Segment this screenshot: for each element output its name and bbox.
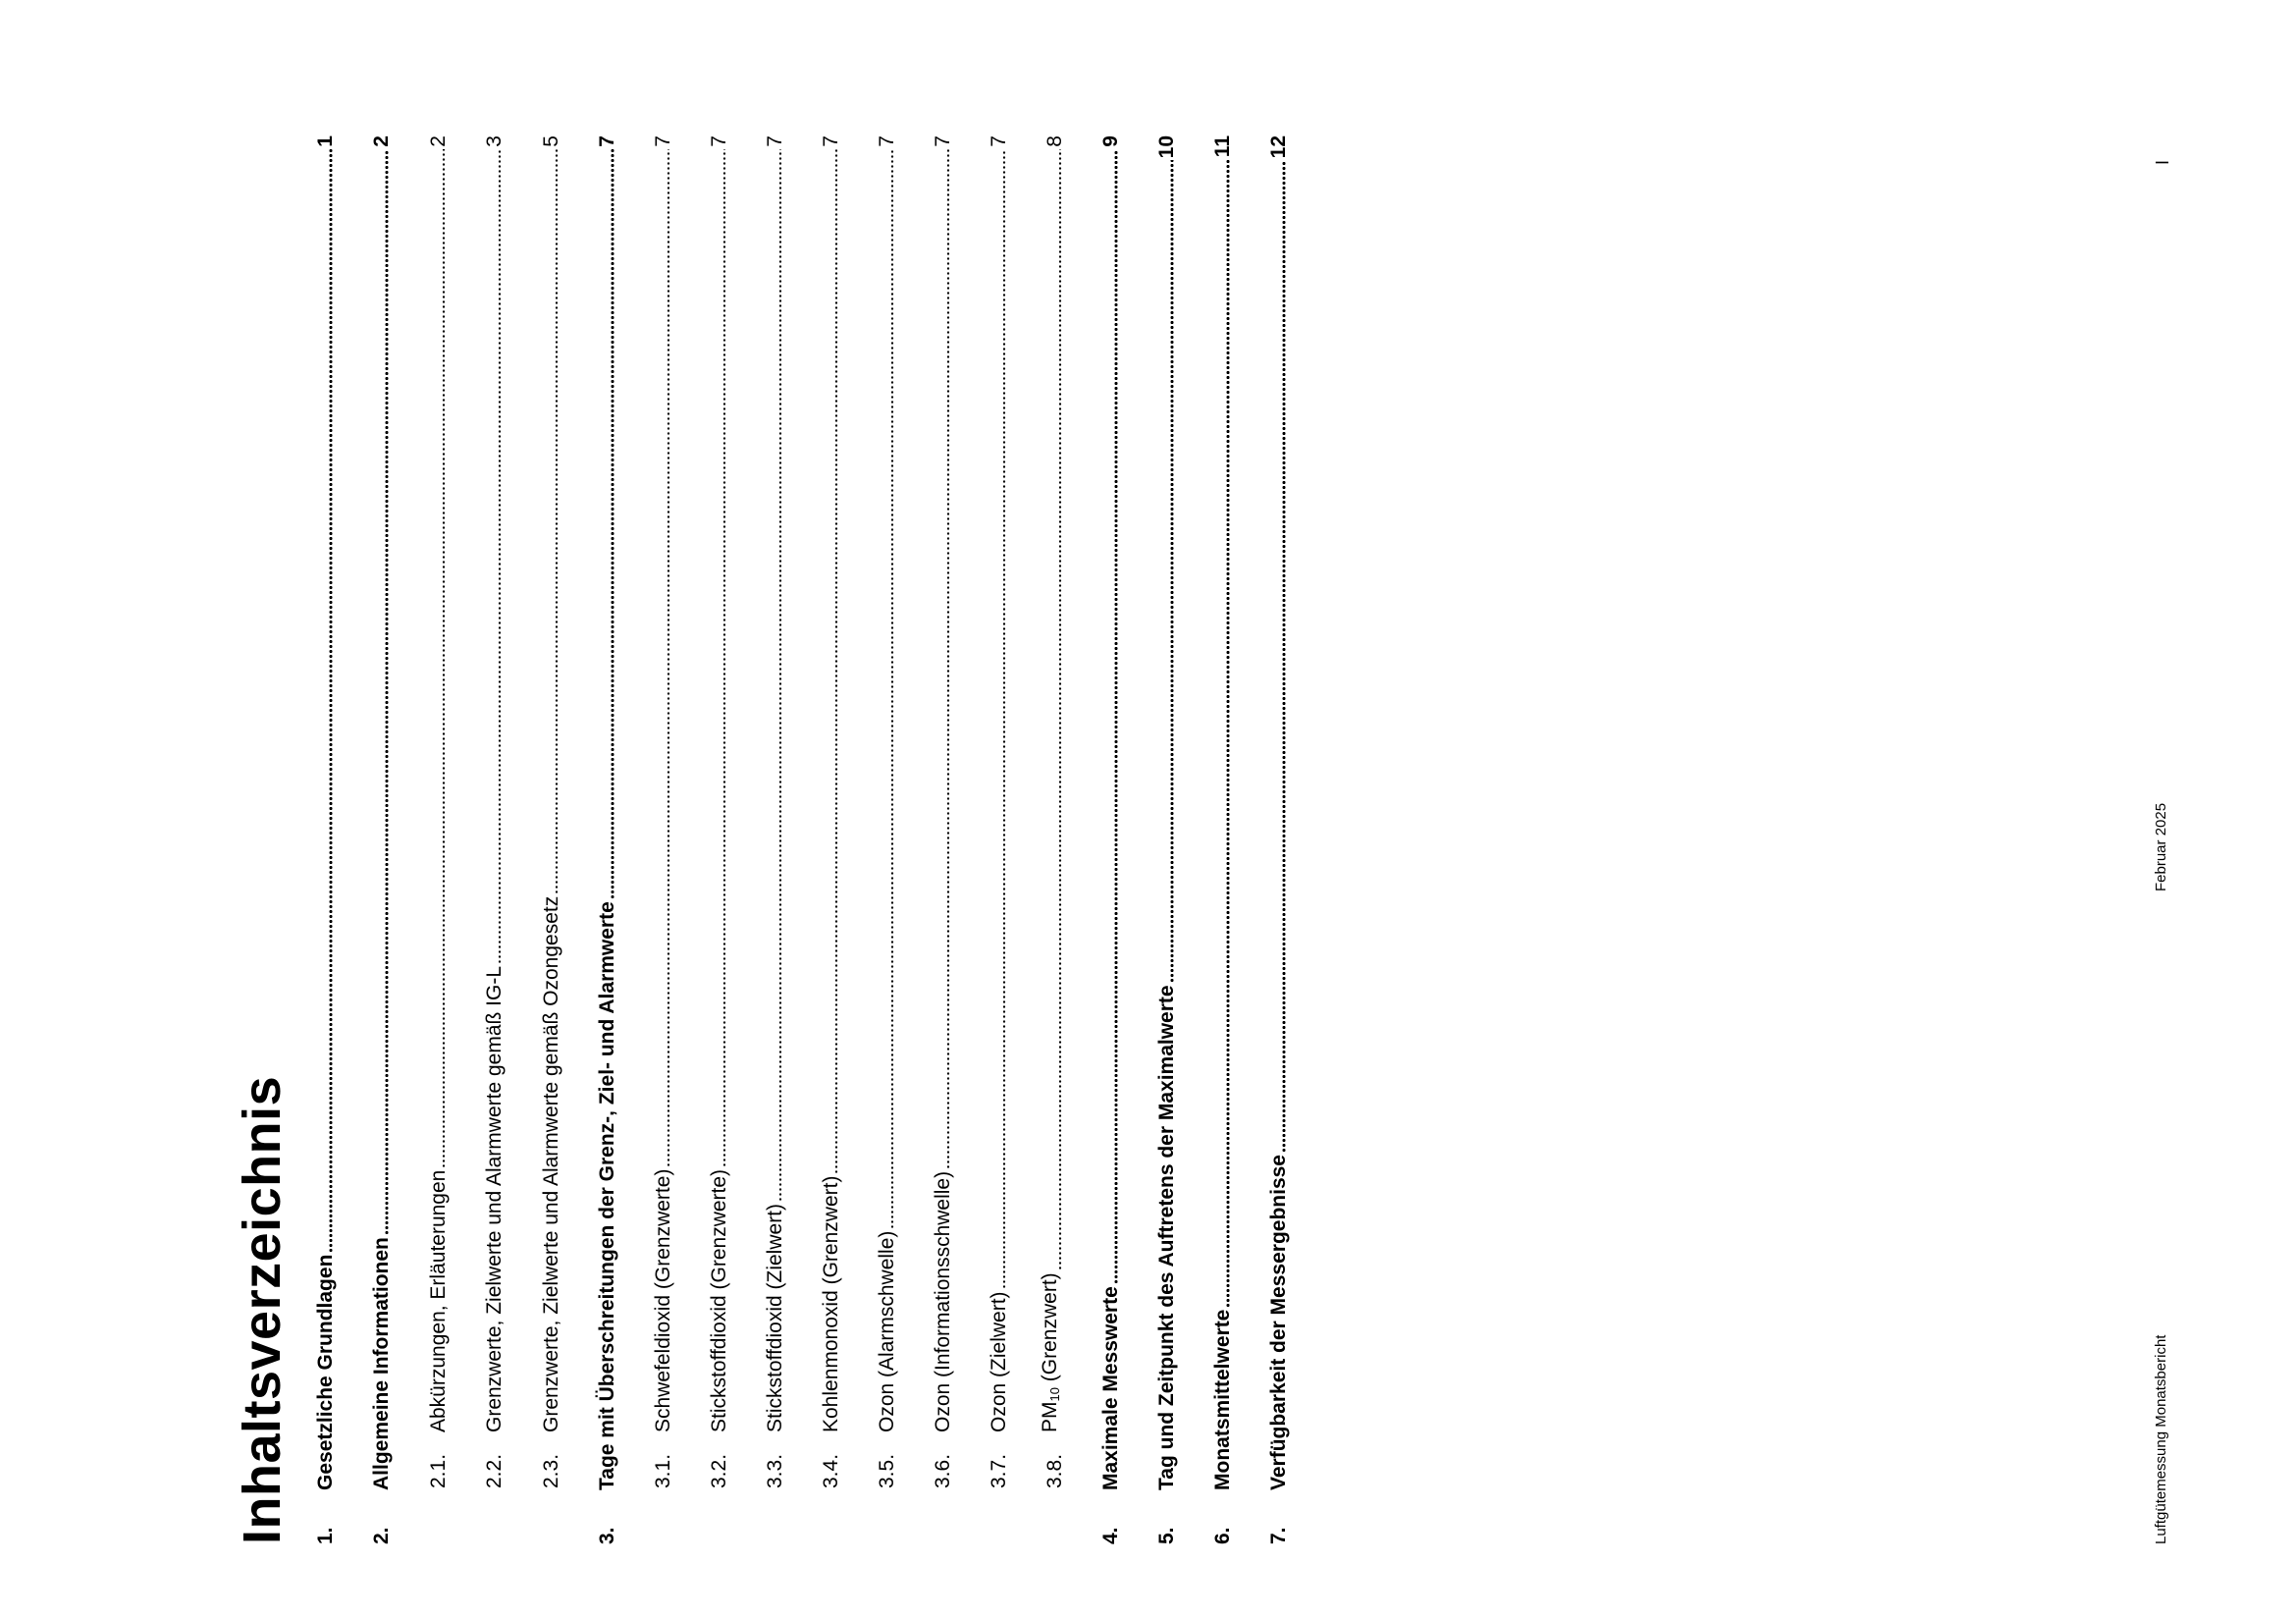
toc-entry-label: Tage mit Überschreitungen der Grenz-, Ziel- und Alarmwerte	[596, 901, 618, 1490]
dot-leader	[1226, 159, 1230, 1307]
toc-entry[interactable]	[535, 135, 564, 1544]
toc-entry-number: 2.3.	[540, 1453, 562, 1488]
toc-entry-page: 8	[1043, 135, 1066, 147]
toc-entry[interactable]	[422, 135, 452, 1544]
toc-title: Inhaltsverzeichnis	[233, 1075, 292, 1544]
label-subscript: 10	[1047, 1387, 1062, 1402]
toc-entry-label: Stickstoffdioxid (Zielwert)	[764, 1203, 786, 1432]
toc-entry-label: Maximale Messwerte	[1099, 1286, 1122, 1490]
toc-entry-number: 3.3.	[764, 1453, 786, 1488]
toc-entry[interactable]	[983, 135, 1012, 1544]
dot-leader	[1114, 149, 1118, 1284]
toc-entry-page: 7	[988, 135, 1010, 147]
footer-report-title: Luftgütemessung Monatsbericht	[2153, 1334, 2169, 1544]
toc-entry[interactable]	[647, 135, 676, 1544]
toc-entry[interactable]	[1039, 135, 1068, 1544]
toc-entry-label: Schwefeldioxid (Grenzwerte)	[652, 1168, 674, 1432]
dot-leader	[890, 149, 894, 1229]
footer-page-number: I	[2153, 159, 2172, 165]
toc-entry-number: 2.2.	[483, 1453, 506, 1488]
label-main: PM	[1039, 1401, 1061, 1432]
toc-entry-number: 4.	[1099, 1527, 1122, 1544]
toc-entry-page: 7	[652, 135, 674, 147]
toc-entry-number: 2.1.	[427, 1453, 450, 1488]
toc-entry-number: 3.	[596, 1527, 618, 1544]
toc-entry-page: 7	[932, 135, 954, 147]
toc-entry-label: Ozon (Zielwert)	[988, 1291, 1010, 1432]
toc-entry-number: 3.7.	[988, 1453, 1010, 1488]
toc-entry-page: 10	[1155, 135, 1178, 159]
toc-entry-label: Verfügbarkeit der Messergebnisse	[1267, 1155, 1290, 1490]
toc-entry-label: Stickstoffdioxid (Grenzwerte)	[708, 1168, 730, 1432]
dot-leader	[1170, 160, 1174, 983]
toc-entry-number: 5.	[1155, 1527, 1178, 1544]
toc-entry[interactable]	[871, 135, 900, 1544]
toc-entry-page: 1	[314, 135, 337, 147]
toc-entry[interactable]	[1262, 135, 1292, 1544]
dot-leader	[1002, 149, 1006, 1289]
toc-entry-number: 3.6.	[932, 1453, 954, 1488]
toc-entry[interactable]	[365, 135, 395, 1544]
footer-date: Februar 2025	[2153, 802, 2169, 891]
toc-entry-number: 3.5.	[876, 1453, 898, 1488]
toc-entry[interactable]	[927, 135, 956, 1544]
toc-entry[interactable]	[1095, 135, 1124, 1544]
toc-entry-number: 3.8.	[1043, 1453, 1066, 1488]
dot-leader	[329, 149, 333, 1253]
toc-entry-label: Tag und Zeitpunkt des Auftretens der Maximalwerte	[1155, 985, 1178, 1490]
toc-entry-number: 1.	[314, 1527, 337, 1544]
toc-entry-label: Ozon (Alarmschwelle)	[876, 1230, 898, 1432]
toc-entry-number: 3.4.	[820, 1453, 842, 1488]
toc-entry[interactable]	[759, 135, 788, 1544]
toc-entry-label: Kohlenmonoxid (Grenzwert)	[820, 1175, 842, 1432]
toc-entry-page: 2	[427, 135, 450, 147]
toc-entry-label	[1038, 1272, 1068, 1432]
toc-entry-number: 2.	[370, 1527, 393, 1544]
toc-entry-page: 3	[483, 135, 506, 147]
dot-leader	[1282, 160, 1286, 1153]
toc-entry-page: 2	[370, 135, 393, 147]
toc-entry-label: Abkürzungen, Erläuterungen	[427, 1169, 450, 1432]
toc-entry[interactable]	[1150, 135, 1180, 1544]
toc-entry-label: Allgemeine Informationen	[370, 1237, 393, 1490]
dot-leader	[667, 149, 670, 1167]
dot-leader	[385, 149, 389, 1235]
dot-leader	[555, 149, 559, 894]
toc-entry-label: Grenzwerte, Zielwerte und Alarmwerte gemäß IG-L	[483, 965, 506, 1432]
toc-entry-page: 11	[1211, 135, 1234, 158]
toc-entry-page: 7	[596, 135, 618, 147]
dot-leader	[834, 149, 838, 1174]
toc-entry-label: Grenzwerte, Zielwerte und Alarmwerte gemäß Ozongesetz	[540, 895, 562, 1432]
toc-entry-page: 7	[820, 135, 842, 147]
toc-entry-page: 5	[540, 135, 562, 147]
dot-leader	[611, 149, 614, 899]
dot-leader	[778, 149, 782, 1202]
dot-leader	[722, 149, 726, 1167]
toc-entry-page: 7	[876, 135, 898, 147]
toc-entry-number: 3.1.	[652, 1453, 674, 1488]
toc-entry-number: 7.	[1267, 1527, 1290, 1544]
toc-entry[interactable]	[1206, 135, 1236, 1544]
toc-entry[interactable]	[591, 135, 620, 1544]
toc-entry[interactable]	[309, 135, 339, 1544]
toc-entry[interactable]	[815, 135, 844, 1544]
toc-entry-page: 12	[1267, 135, 1290, 159]
dot-leader	[1058, 149, 1062, 1270]
dot-leader	[498, 149, 502, 964]
toc-entry-page: 9	[1099, 135, 1122, 147]
label-after: (Grenzwert)	[1039, 1272, 1061, 1388]
toc-entry-label: Ozon (Informationsschwelle)	[932, 1170, 954, 1432]
toc-entry-page: 7	[764, 135, 786, 147]
toc-entry-label: Monatsmittelwerte	[1211, 1309, 1234, 1490]
dot-leader	[442, 149, 446, 1168]
dot-leader	[946, 149, 950, 1169]
toc-entry[interactable]	[703, 135, 732, 1544]
toc-entry-label: Gesetzliche Grundlagen	[314, 1254, 337, 1490]
toc-entry-number: 6.	[1211, 1527, 1234, 1544]
toc-entry-page: 7	[708, 135, 730, 147]
toc-entry-number: 3.2.	[708, 1453, 730, 1488]
toc-entry[interactable]	[478, 135, 507, 1544]
